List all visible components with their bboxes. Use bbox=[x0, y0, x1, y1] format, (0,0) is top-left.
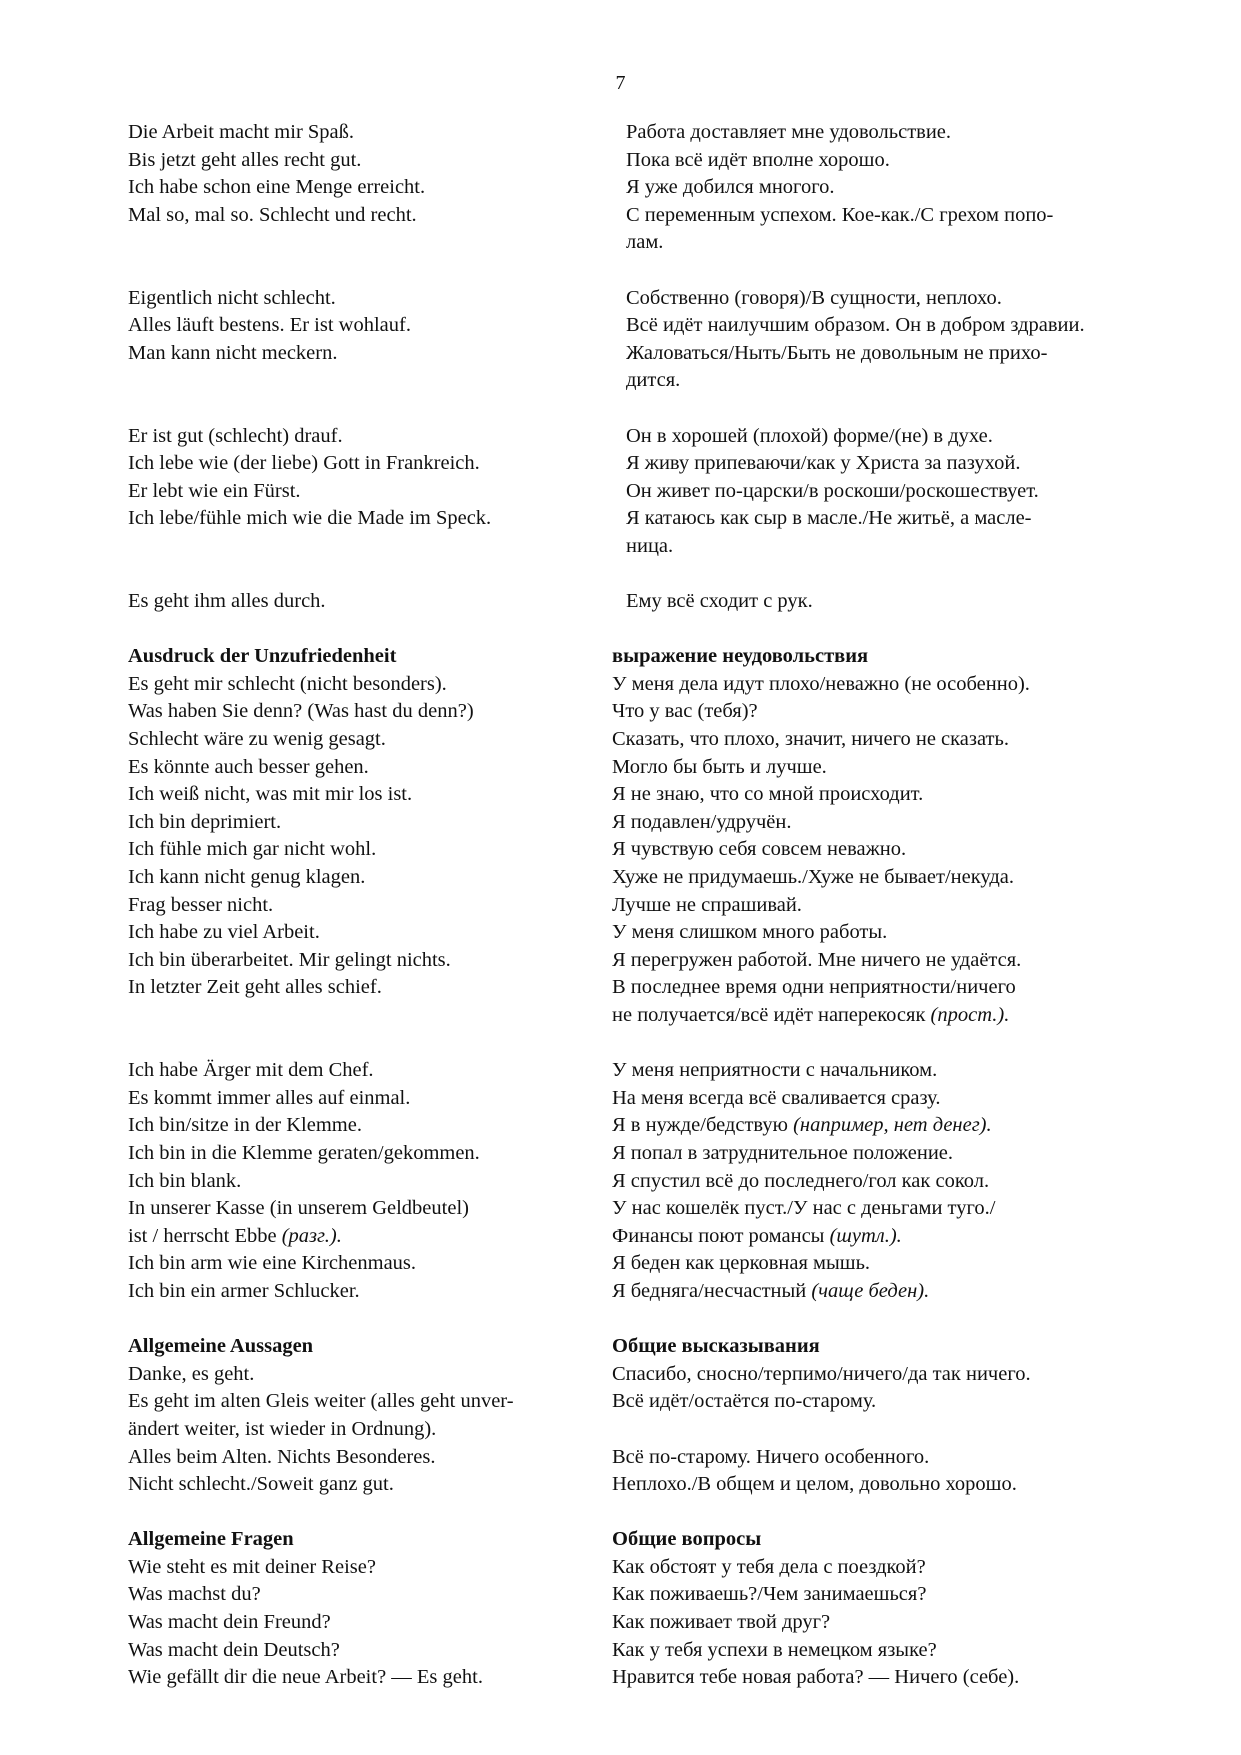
phrase-row bbox=[128, 505, 1186, 533]
russian-translation: Как обстоят у тебя дела с поездкой? bbox=[612, 1555, 926, 1578]
german-phrase bbox=[128, 367, 612, 395]
phrase-row bbox=[128, 147, 1186, 175]
section-heading-de: Ausdruck der Unzufriedenheit bbox=[128, 645, 397, 668]
usage-note: (разг.). bbox=[281, 1224, 342, 1247]
phrase-row bbox=[128, 1609, 1186, 1637]
phrase-row bbox=[128, 754, 1186, 782]
russian-translation: Я живу припеваючи/как у Христа за пазухой. bbox=[626, 452, 1021, 475]
german-phrase: Ich habe zu viel Arbeit. bbox=[128, 921, 320, 944]
phrase-row bbox=[128, 533, 1186, 561]
russian-translation: На меня всегда всё сваливается сразу. bbox=[612, 1086, 941, 1109]
russian-translation: Хуже не придумаешь./Хуже не бывает/некуда. bbox=[612, 866, 1014, 889]
russian-translation: ница. bbox=[626, 534, 674, 557]
german-phrase: Ich bin ein armer Schlucker. bbox=[128, 1279, 360, 1302]
russian-translation: У меня неприятности с начальником. bbox=[612, 1059, 938, 1082]
phrase-row bbox=[128, 1195, 1186, 1223]
russian-translation: Я перегружен работой. Мне ничего не удаётся. bbox=[612, 948, 1022, 971]
russian-translation: У меня слишком много работы. bbox=[612, 921, 888, 944]
phrase-row bbox=[128, 1444, 1186, 1472]
german-phrase: Schlecht wäre zu wenig gesagt. bbox=[128, 728, 386, 751]
russian-translation: Могло бы быть и лучше. bbox=[612, 755, 827, 778]
russian-translation: дится. bbox=[626, 369, 681, 392]
russian-translation: У меня дела идут плохо/неважно (не особенно). bbox=[612, 672, 1030, 695]
phrase-row bbox=[128, 1637, 1186, 1665]
russian-translation bbox=[612, 1416, 1172, 1444]
german-phrase: Es kommt immer alles auf einmal. bbox=[128, 1086, 411, 1109]
phrase-row bbox=[128, 1416, 1186, 1444]
phrase-row bbox=[128, 478, 1186, 506]
russian-translation: С переменным успехом. Кое-как./С грехом попо- bbox=[626, 203, 1054, 226]
german-phrase: Ich bin in die Klemme geraten/gekommen. bbox=[128, 1141, 480, 1164]
german-phrase: Ich bin/sitze in der Klemme. bbox=[128, 1114, 362, 1137]
german-phrase: Ich kann nicht genug klagen. bbox=[128, 866, 366, 889]
russian-translation: Всё идёт наилучшим образом. Он в добром здравии. bbox=[626, 314, 1085, 337]
phrase-row bbox=[128, 1554, 1186, 1582]
russian-translation: лам. bbox=[626, 231, 664, 254]
german-phrase: Ich weiß nicht, was mit mir los ist. bbox=[128, 783, 413, 806]
russian-translation: В последнее время одни неприятности/ничего bbox=[612, 976, 1016, 999]
phrase-table bbox=[128, 119, 1186, 1692]
russian-translation: Нравится тебе новая работа? — Ничего (себе). bbox=[612, 1666, 1020, 1689]
german-phrase: Mal so, mal so. Schlecht und recht. bbox=[128, 203, 417, 226]
german-phrase: Wie steht es mit deiner Reise? bbox=[128, 1555, 376, 1578]
russian-translation: Спасибо, сносно/терпимо/ничего/да так ничего. bbox=[612, 1362, 1031, 1385]
page-number: 7 bbox=[615, 72, 626, 94]
german-phrase: Was macht dein Deutsch? bbox=[128, 1638, 340, 1661]
usage-note: (шутл.). bbox=[829, 1224, 902, 1247]
phrase-row bbox=[128, 1168, 1186, 1196]
section-heading bbox=[128, 1333, 1186, 1361]
phrase-row bbox=[128, 229, 1186, 257]
german-phrase bbox=[128, 533, 612, 561]
phrase-row bbox=[128, 919, 1186, 947]
german-phrase: Alles beim Alten. Nichts Besonderes. bbox=[128, 1445, 436, 1468]
phrase-row bbox=[128, 1471, 1186, 1499]
german-phrase: Die Arbeit macht mir Spaß. bbox=[128, 121, 355, 143]
german-phrase: Ich habe Ärger mit dem Chef. bbox=[128, 1059, 374, 1082]
german-phrase: Alles läuft bestens. Er ist wohlauf. bbox=[128, 314, 411, 337]
german-phrase: Ich lebe/fühle mich wie die Made im Speck. bbox=[128, 507, 492, 530]
usage-note: (прост.). bbox=[930, 1004, 1010, 1026]
phrase-row bbox=[128, 285, 1186, 313]
phrase-row bbox=[128, 836, 1186, 864]
russian-translation: Он в хорошей (плохой) форме/(не) в духе. bbox=[626, 424, 993, 447]
phrase-row bbox=[128, 588, 1186, 616]
russian-translation: Я чувствую себя совсем неважно. bbox=[612, 838, 907, 861]
german-phrase: Es könnte auch besser gehen. bbox=[128, 755, 369, 778]
phrase-row bbox=[128, 1112, 1186, 1140]
phrase-row bbox=[128, 671, 1186, 699]
russian-translation: Работа доставляет мне удовольствие. bbox=[626, 121, 952, 143]
russian-translation: Всё по-старому. Ничего особенного. bbox=[612, 1445, 930, 1468]
phrase-row bbox=[128, 1664, 1186, 1692]
russian-translation: Сказать, что плохо, значит, ничего не сказать. bbox=[612, 728, 1009, 751]
russian-translation: Я бедняга/несчастный (чаще беден). bbox=[612, 1279, 930, 1302]
german-phrase: Was machst du? bbox=[128, 1583, 261, 1606]
phrase-row bbox=[128, 698, 1186, 726]
phrase-row bbox=[128, 1361, 1186, 1389]
german-phrase: Er ist gut (schlecht) drauf. bbox=[128, 424, 343, 447]
russian-translation: Я в нужде/бедствую (например, нет денег). bbox=[612, 1114, 992, 1137]
russian-translation: Финансы поют романсы (шутл.). bbox=[612, 1224, 902, 1247]
russian-translation: Как у тебя успехи в немецком языке? bbox=[612, 1638, 937, 1661]
phrase-row bbox=[128, 312, 1186, 340]
phrase-row bbox=[128, 1278, 1186, 1306]
german-phrase: Bis jetzt geht alles recht gut. bbox=[128, 148, 362, 171]
phrase-row bbox=[128, 1223, 1186, 1251]
russian-translation: Я подавлен/удручён. bbox=[612, 810, 792, 833]
phrase-row bbox=[128, 781, 1186, 809]
german-phrase: Wie gefällt dir die neue Arbeit? — Es geht. bbox=[128, 1666, 483, 1689]
phrase-row bbox=[128, 202, 1186, 230]
german-phrase: In unserer Kasse (in unserem Geldbeutel) bbox=[128, 1197, 469, 1220]
german-phrase: ändert weiter, ist wieder in Ordnung). bbox=[128, 1417, 437, 1440]
german-phrase: Ich fühle mich gar nicht wohl. bbox=[128, 838, 377, 861]
russian-translation: Как поживает твой друг? bbox=[612, 1611, 831, 1634]
phrase-row bbox=[128, 726, 1186, 754]
german-phrase: Es geht mir schlecht (nicht besonders). bbox=[128, 672, 447, 695]
phrase-row bbox=[128, 1581, 1186, 1609]
russian-translation: Я уже добился многого. bbox=[626, 176, 835, 199]
phrase-row bbox=[128, 974, 1186, 1002]
phrase-row bbox=[128, 340, 1186, 368]
section-heading-ru: выражение неудовольствия bbox=[612, 645, 869, 668]
german-phrase: Es geht im alten Gleis weiter (alles geht unver- bbox=[128, 1390, 514, 1413]
phrase-row bbox=[128, 892, 1186, 920]
german-phrase: Was haben Sie denn? (Was hast du denn?) bbox=[128, 700, 474, 723]
phrase-row bbox=[128, 1388, 1186, 1416]
russian-translation: Собственно (говоря)/В сущности, неплохо. bbox=[626, 286, 1002, 309]
german-phrase: Man kann nicht meckern. bbox=[128, 341, 338, 364]
russian-translation: Я попал в затруднительное положение. bbox=[612, 1141, 954, 1164]
phrase-row bbox=[128, 450, 1186, 478]
russian-translation: Жаловаться/Ныть/Быть не довольным не прихо- bbox=[626, 341, 1048, 364]
section-heading-ru: Общие вопросы bbox=[612, 1528, 762, 1551]
phrase-row bbox=[128, 1085, 1186, 1113]
russian-translation: Я беден как церковная мышь. bbox=[612, 1252, 871, 1275]
usage-note: (например, нет денег). bbox=[793, 1114, 992, 1137]
german-phrase: Ich bin arm wie eine Kirchenmaus. bbox=[128, 1252, 417, 1275]
german-phrase: Ich bin blank. bbox=[128, 1169, 242, 1192]
german-phrase: Frag besser nicht. bbox=[128, 893, 274, 916]
phrase-row bbox=[128, 423, 1186, 451]
russian-translation: Он живет по-царски/в роскоши/роскошествует. bbox=[626, 479, 1039, 502]
section-heading bbox=[128, 643, 1186, 671]
phrase-row bbox=[128, 1140, 1186, 1168]
german-phrase: Ich bin deprimiert. bbox=[128, 810, 282, 833]
german-phrase: Er lebt wie ein Fürst. bbox=[128, 479, 301, 502]
russian-translation: Лучше не спрашивай. bbox=[612, 893, 802, 916]
russian-translation: Как поживаешь?/Чем занимаешься? bbox=[612, 1583, 927, 1606]
german-phrase: Es geht ihm alles durch. bbox=[128, 590, 326, 613]
german-phrase: Was macht dein Freund? bbox=[128, 1611, 331, 1634]
russian-translation: Я катаюсь как сыр в масле./Не житьё, а масле- bbox=[626, 507, 1032, 530]
section-heading-ru: Общие высказывания bbox=[612, 1335, 820, 1358]
phrase-row bbox=[128, 947, 1186, 975]
phrase-row bbox=[128, 1057, 1186, 1085]
phrase-row bbox=[128, 119, 1186, 147]
phrase-row bbox=[128, 174, 1186, 202]
russian-translation: Я спустил всё до последнего/гол как сокол. bbox=[612, 1169, 990, 1192]
section-heading-de: Allgemeine Aussagen bbox=[128, 1335, 314, 1358]
russian-translation: Ему всё сходит с рук. bbox=[626, 590, 813, 613]
german-phrase: Eigentlich nicht schlecht. bbox=[128, 286, 336, 309]
russian-translation: Неплохо./В общем и целом, довольно хорошо. bbox=[612, 1473, 1017, 1496]
german-phrase: Ich habe schon eine Menge erreicht. bbox=[128, 176, 426, 199]
russian-translation: Пока всё идёт вполне хорошо. bbox=[626, 148, 890, 171]
phrase-row bbox=[128, 367, 1186, 395]
russian-translation: Что у вас (тебя)? bbox=[612, 700, 758, 723]
german-phrase: Danke, es geht. bbox=[128, 1362, 255, 1385]
russian-translation: У нас кошелёк пуст./У нас с деньгами туго./ bbox=[612, 1197, 996, 1220]
german-phrase: In letzter Zeit geht alles schief. bbox=[128, 976, 382, 999]
phrase-row bbox=[128, 864, 1186, 892]
german-phrase: Ich lebe wie (der liebe) Gott in Frankreich. bbox=[128, 452, 480, 475]
phrase-row bbox=[128, 1002, 1186, 1030]
usage-note: (чаще беден). bbox=[811, 1279, 930, 1302]
german-phrase: Ich bin überarbeitet. Mir gelingt nichts. bbox=[128, 948, 451, 971]
section-heading bbox=[128, 1526, 1186, 1554]
phrase-row bbox=[128, 809, 1186, 837]
section-heading-de: Allgemeine Fragen bbox=[128, 1528, 294, 1551]
german-phrase bbox=[128, 229, 612, 257]
phrase-row bbox=[128, 1250, 1186, 1278]
russian-translation: не получается/всё идёт наперекосяк (прост.). bbox=[612, 1004, 1010, 1026]
german-phrase: ist / herrscht Ebbe (разг.). bbox=[128, 1224, 342, 1247]
german-phrase: Nicht schlecht./Soweit ganz gut. bbox=[128, 1473, 394, 1496]
russian-translation: Всё идёт/остаётся по-старому. bbox=[612, 1390, 877, 1413]
russian-translation: Я не знаю, что со мной происходит. bbox=[612, 783, 924, 806]
